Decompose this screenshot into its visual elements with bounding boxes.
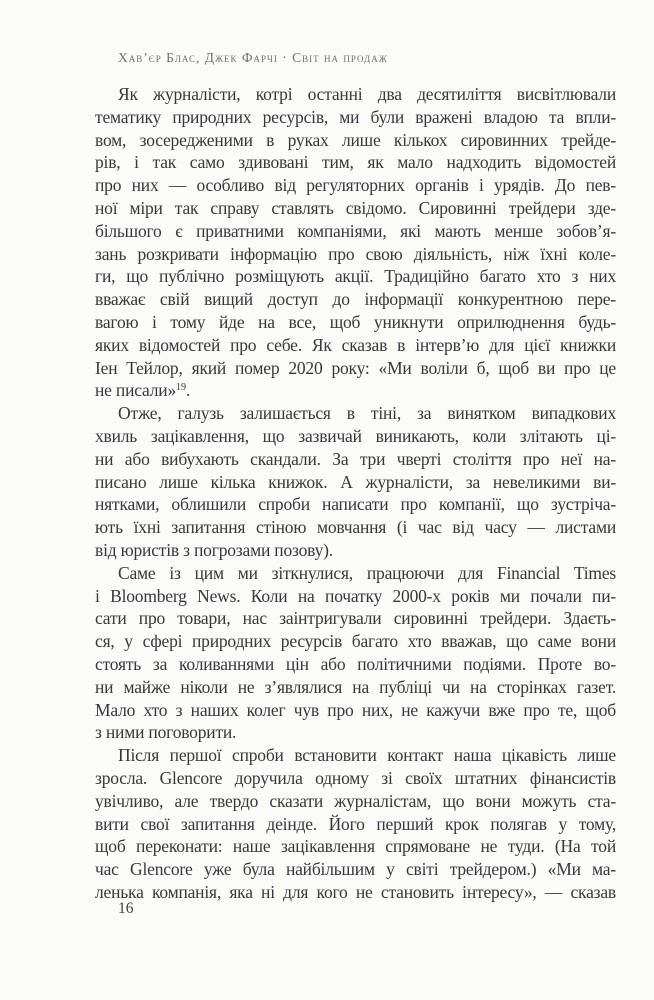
text-line: рів, і так само здивовані тим, як мало надходить відомостей bbox=[95, 152, 616, 173]
text-line bbox=[95, 379, 616, 402]
text-line: яких відомостей про себе. Як сказав в інтерв’ю для цієї книжки bbox=[95, 334, 616, 355]
text-line: стоять за коливаннями цін або політичними подіями. Проте во- bbox=[95, 653, 616, 674]
text-line: сати про товари, нас заінтригували сировинні трейдери. Здаєть- bbox=[95, 608, 616, 629]
text-line: тематику природних ресурсів, ми були вражені владою та впли- bbox=[95, 106, 616, 127]
text-line: Саме із цим ми зіткнулися, працюючи для Financial Times bbox=[118, 562, 616, 583]
text-line: ни або вибухають скандали. За три чверті століття про неї на- bbox=[95, 448, 616, 469]
text-line: час Glencore уже була найбільшим у світі трейдером.) «Ми ма- bbox=[95, 859, 616, 880]
text-line: Отже, галузь залишається в тіні, за винятком випадкових bbox=[118, 403, 616, 424]
text-line: від юристів з погрозами позову). bbox=[95, 539, 333, 560]
text-line: Мало хто з наших колег чув про них, не кажучи вже про те, щоб bbox=[95, 699, 616, 720]
text-line: Як журналісти, котрі останні два десятиліття висвітлювали bbox=[118, 84, 616, 104]
text-line: вважає свій вищий доступ до інформації конкурентною пере- bbox=[95, 289, 616, 310]
text-line: хвиль зацікавлення, що зазвичай виникають, коли злітають ці- bbox=[95, 425, 616, 446]
text-line: ної міри так справу ставлять свідомо. Сировинні трейдери зде- bbox=[95, 197, 616, 218]
text-line: зросла. Glencore доручила одному зі своїх штатних фінансистів bbox=[95, 767, 616, 788]
text-line: писано лише кілька книжок. А журналісти, за невеликими ви- bbox=[95, 471, 616, 492]
text-line: ги, що публічно розміщують акції. Традиційно багато хто з них bbox=[95, 266, 616, 287]
paragraph-2 bbox=[95, 402, 616, 562]
paragraph-1 bbox=[95, 83, 616, 402]
text-line: Після першої спроби встановити контакт наша цікавість лише bbox=[118, 745, 616, 766]
paragraph-4 bbox=[95, 744, 616, 904]
text-line: ни майже ніколи не з’являлися на публіці чи на сторінках газет. bbox=[95, 676, 616, 697]
text-line: вом, зосередженими в руках лише кількох сировинних трейде- bbox=[95, 129, 616, 150]
footnote-ref: 19 bbox=[176, 382, 186, 394]
text-line: і Bloomberg News. Коли на початку 2000-х років ми почали пи- bbox=[95, 585, 616, 606]
text-line: з ними поговорити. bbox=[95, 722, 237, 743]
text-line: Іен Тейлор, який помер 2020 року: «Ми воліли б, щоб ви про це bbox=[95, 357, 616, 378]
text-line: ють їхні запитання стіною мовчання (і час від часу — листами bbox=[95, 517, 616, 538]
text-line: ся, у сфері природних ресурсів багато хто вважав, що саме вони bbox=[95, 631, 616, 652]
running-head: Хав’єр Блас, Джек Фарчі · Світ на продаж bbox=[118, 50, 388, 65]
text-line: зань розкривати інформацію про свою діяльність, ніж їхні коле- bbox=[95, 243, 616, 264]
text-line: більшого є приватними компаніями, які мають менше зобов’я- bbox=[95, 220, 616, 241]
text-line: вагою і тому йде на все, щоб уникнути оприлюднення будь- bbox=[95, 311, 616, 332]
text-block bbox=[95, 83, 616, 904]
page-number: 16 bbox=[118, 900, 134, 917]
sentence-period: . bbox=[186, 380, 191, 401]
text-line: ленька компанія, яка ні для кого не становить інтересу», — сказав bbox=[95, 881, 616, 902]
text-line: про них — особливо від регуляторних органів і урядів. До пев- bbox=[95, 175, 616, 196]
text-line: вити свої запитання деінде. Його перший крок полягав у тому, bbox=[95, 813, 616, 834]
quote-close-text: не писали» bbox=[95, 380, 176, 401]
paragraph-3 bbox=[95, 562, 616, 744]
text-line: щоб переконати: наше зацікавлення спрямоване не туди. (На той bbox=[95, 836, 616, 857]
text-line: нятками, облишили спроби написати про компанії, що зустріча- bbox=[95, 494, 616, 515]
text-line: увічливо, але твердо сказати журналістам, що вони можуть ста- bbox=[95, 790, 616, 811]
